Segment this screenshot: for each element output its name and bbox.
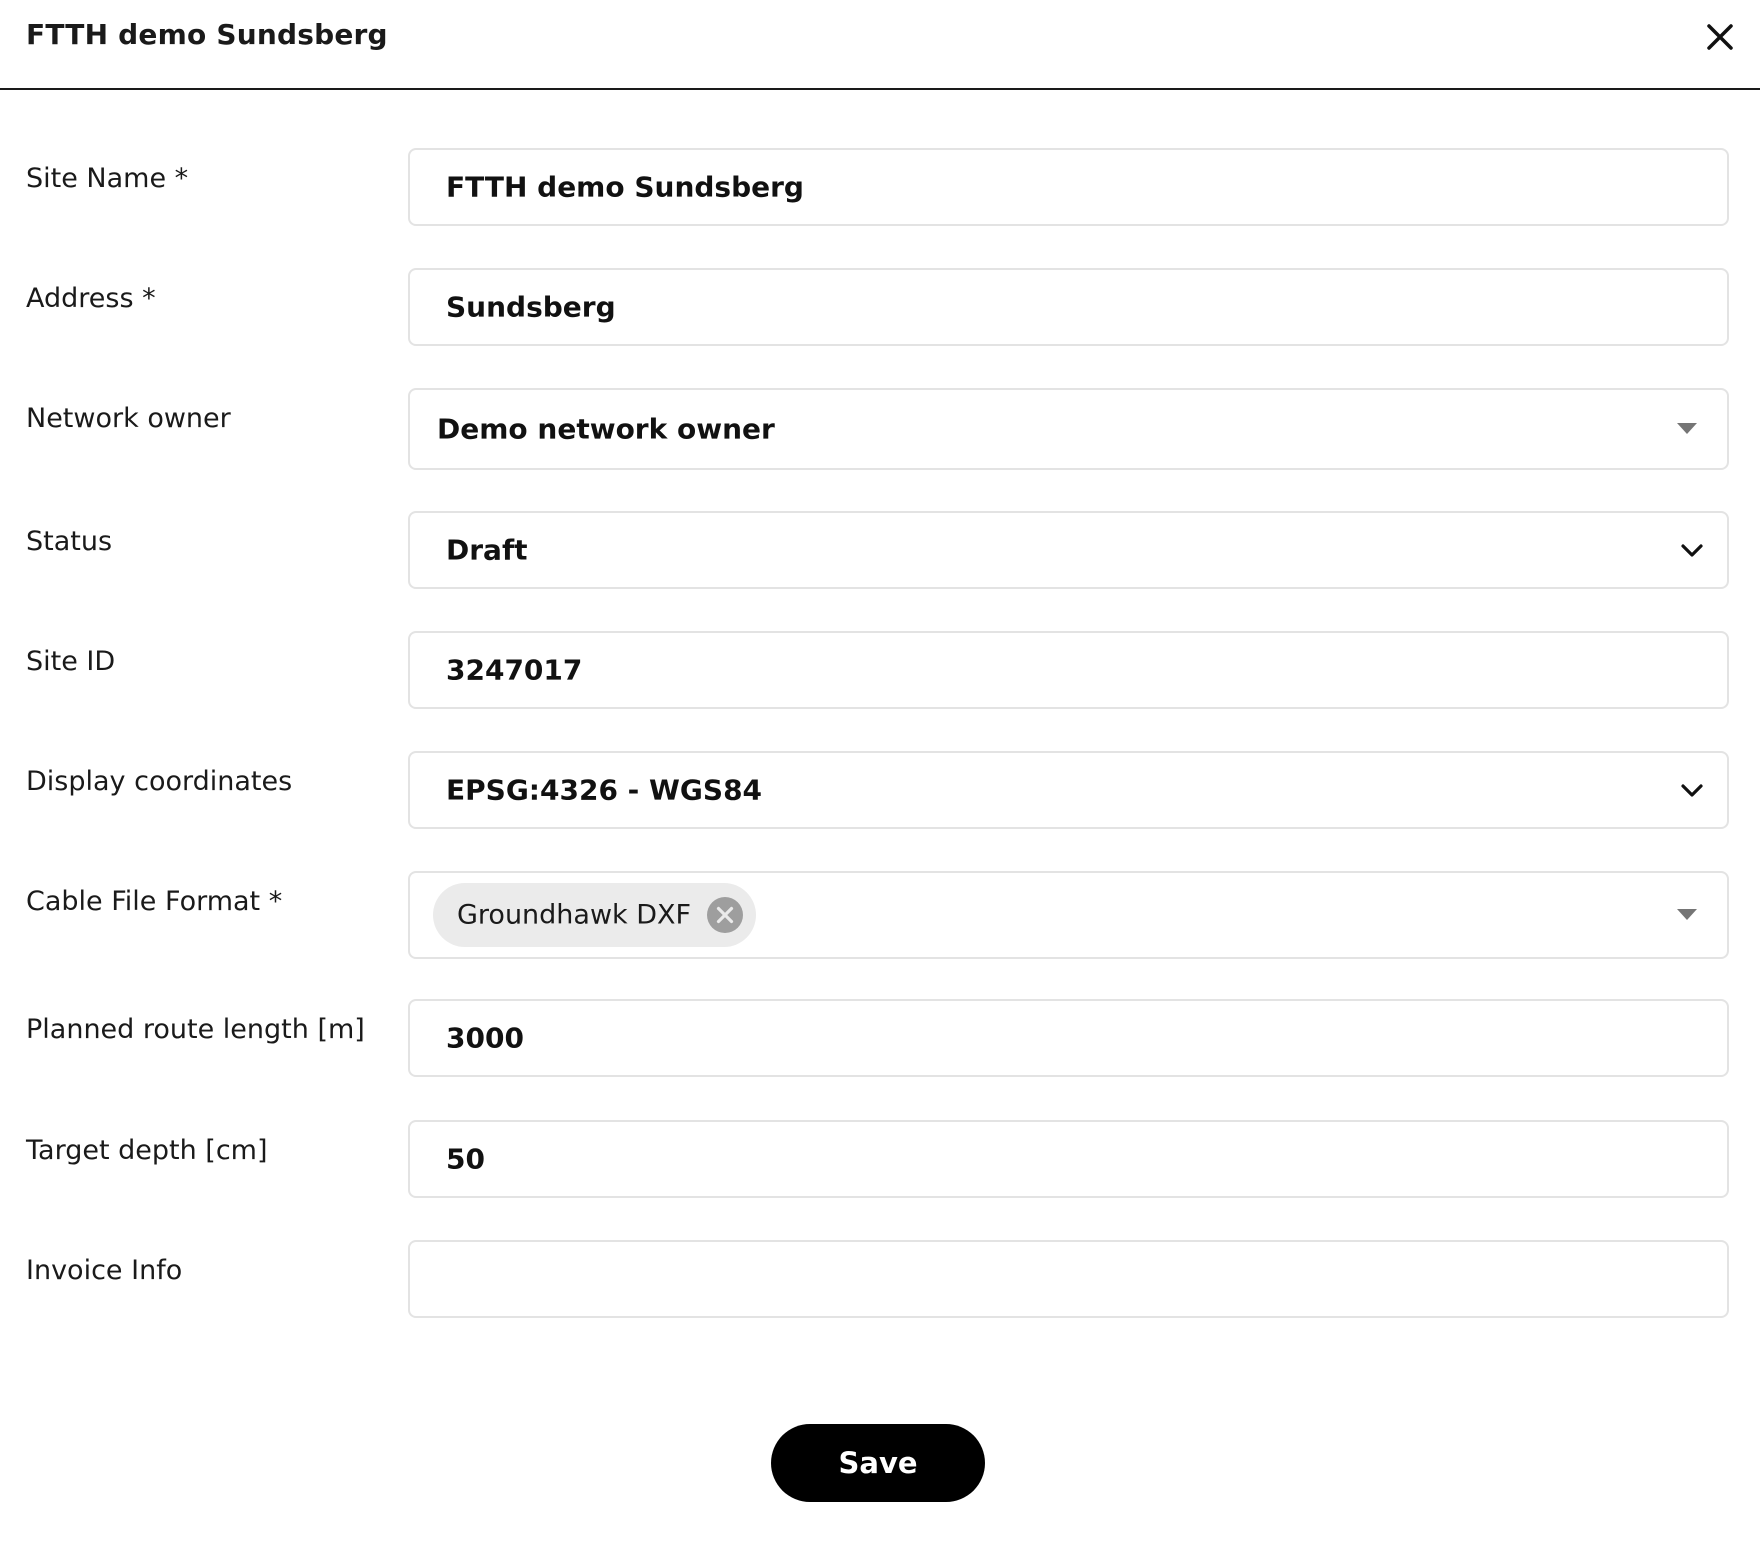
caret-down-icon [1677,909,1697,920]
planned-route-length-input[interactable] [408,999,1729,1077]
close-button[interactable] [1700,17,1740,57]
address-input[interactable] [408,268,1729,346]
save-button[interactable]: Save [771,1424,985,1502]
chevron-down-icon [1679,537,1705,563]
address-value: Sundsberg [446,290,616,324]
network-owner-select[interactable] [408,388,1729,470]
status-value: Draft [446,533,528,567]
target-depth-value: 50 [446,1142,485,1176]
network-owner-value: Demo network owner [437,412,775,446]
address-label: Address * [26,283,156,314]
close-icon [1700,17,1740,57]
caret-down-icon [1677,423,1697,434]
target-depth-label: Target depth [cm] [26,1135,268,1166]
cancel-circle-icon[interactable] [706,896,744,934]
display-coordinates-value: EPSG:4326 - WGS84 [446,773,763,807]
chip-label: Groundhawk DXF [457,899,692,931]
site-name-label: Site Name * [26,163,189,194]
site-id-label: Site ID [26,646,116,677]
site-id-input[interactable] [408,631,1729,709]
site-name-input[interactable] [408,148,1729,226]
display-coordinates-label: Display coordinates [26,766,293,797]
target-depth-input[interactable] [408,1120,1729,1198]
dialog-title: FTTH demo Sundsberg [26,18,388,51]
cable-file-format-select[interactable] [408,871,1729,959]
cable-file-format-label: Cable File Format * [26,886,283,917]
dialog-header [0,0,1760,90]
site-id-value: 3247017 [446,653,583,687]
planned-route-length-value: 3000 [446,1021,524,1055]
site-name-value: FTTH demo Sundsberg [446,170,804,204]
status-label: Status [26,526,113,557]
planned-route-length-label: Planned route length [m] [26,1014,365,1045]
invoice-info-label: Invoice Info [26,1255,183,1286]
network-owner-label: Network owner [26,403,231,434]
selected-chip [433,883,756,947]
chevron-down-icon [1679,777,1705,803]
status-select[interactable] [408,511,1729,589]
display-coordinates-select[interactable] [408,751,1729,829]
invoice-info-input[interactable] [408,1240,1729,1318]
